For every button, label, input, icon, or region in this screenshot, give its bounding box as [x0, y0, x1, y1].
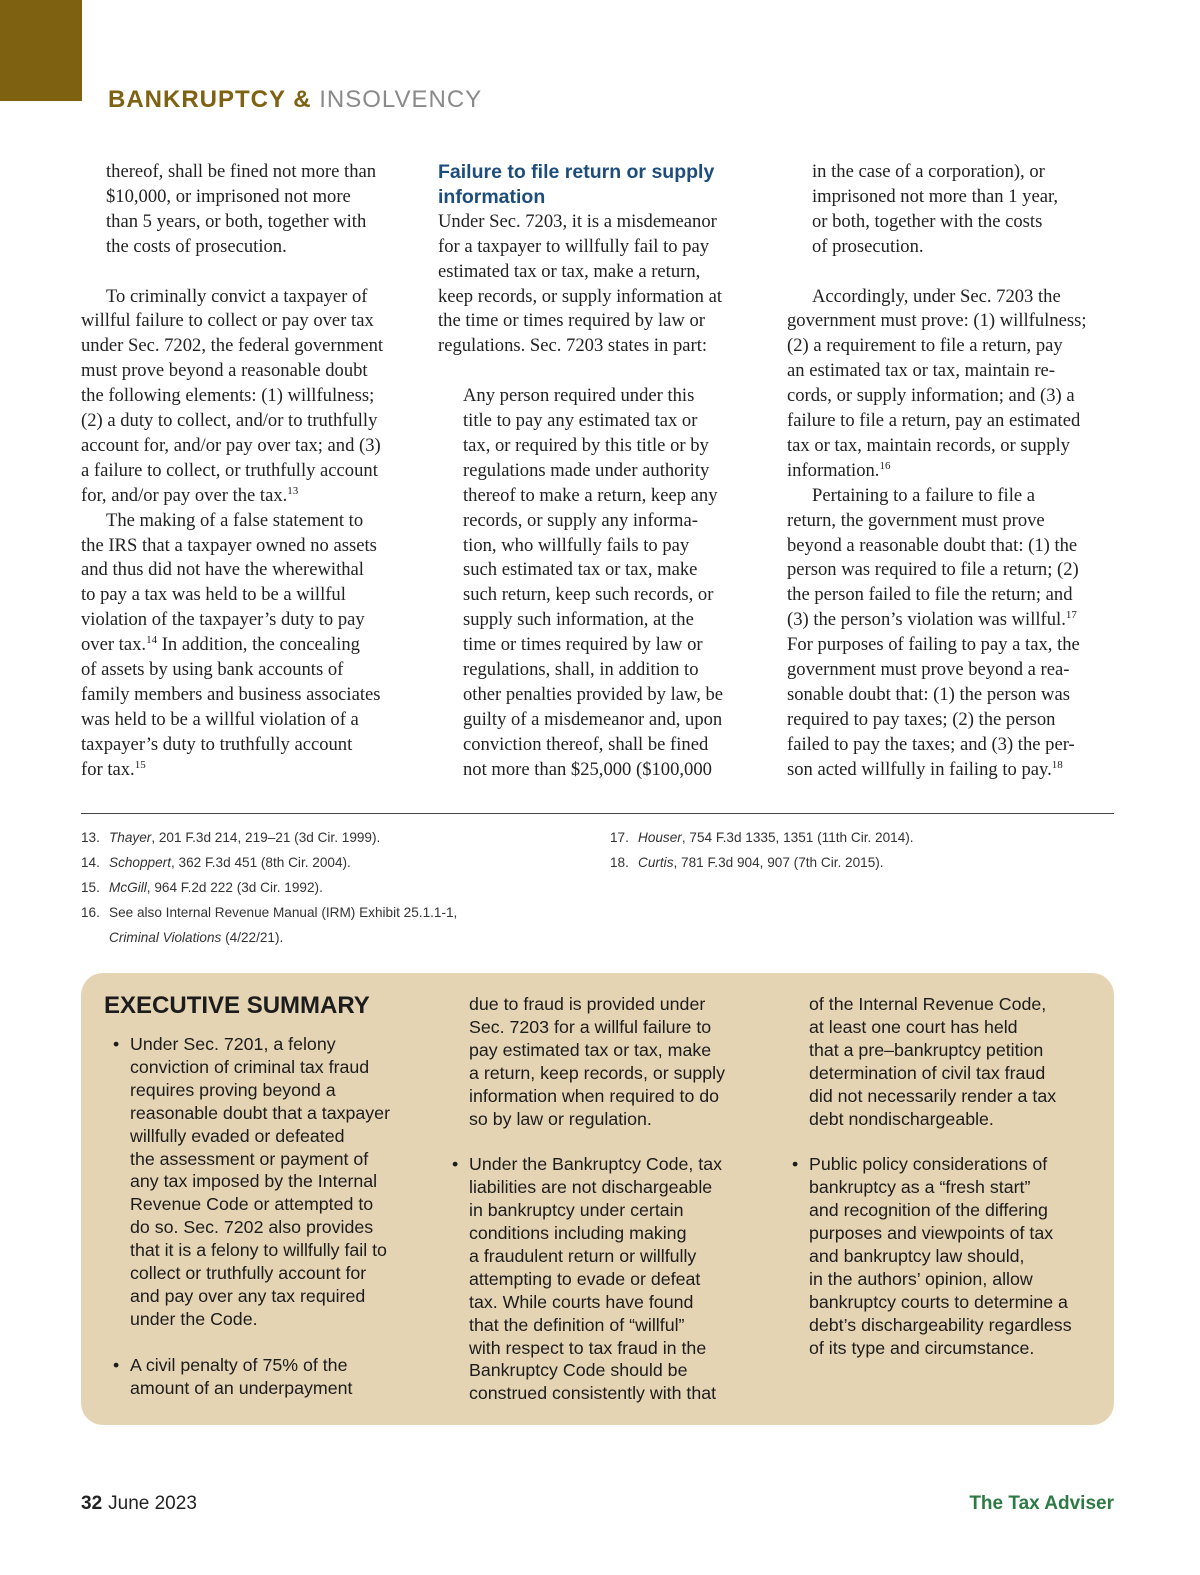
- subheading: [438, 160, 758, 210]
- citation: , 201 F.3d 214, 219–21 (3d Cir. 1999).: [151, 830, 381, 845]
- footnote-number: 15.: [81, 880, 100, 895]
- line: family members and business associates: [81, 684, 381, 706]
- line: and bankruptcy law should,: [809, 1245, 1025, 1266]
- line: under Sec. 7202, the federal government: [81, 335, 384, 357]
- line: must prove beyond a reasonable doubt: [81, 360, 368, 382]
- line: to pay a tax was held to be a willful: [81, 584, 346, 606]
- footnote-16: [81, 900, 521, 925]
- line: account for, and/or pay over tax; and (3): [81, 434, 381, 456]
- footnote-ref[interactable]: 14: [146, 634, 158, 647]
- footnote-number: 16.: [81, 905, 100, 920]
- line: of its type and circumstance.: [809, 1337, 1035, 1358]
- line: records, or supply any informa-: [463, 509, 698, 531]
- line: any tax imposed by the Internal: [130, 1171, 378, 1192]
- line: information.: [787, 459, 880, 481]
- line: debt’s dischargeability regardless: [809, 1314, 1072, 1335]
- line: amount of an underpayment: [130, 1377, 353, 1398]
- statute-quote-end: [81, 160, 411, 260]
- line: bankruptcy as a “fresh start”: [809, 1177, 1031, 1198]
- line: sonable doubt that: (1) the person was: [787, 684, 1070, 706]
- case-name: McGill: [109, 880, 147, 895]
- footnote-number: 14.: [81, 855, 100, 870]
- line: such estimated tax or tax, make: [463, 559, 698, 581]
- line: thereof to make a return, keep any: [463, 484, 718, 506]
- statute-quote-end: [787, 160, 1113, 260]
- line: that the definition of “willful”: [469, 1314, 685, 1335]
- line: for tax.: [81, 758, 135, 780]
- line: a failure to collect, or truthfully account: [81, 459, 378, 481]
- summary-bullet: [104, 1033, 424, 1331]
- line: at least one court has held: [809, 1016, 1018, 1037]
- footnote-17: [610, 825, 1050, 850]
- line: or both, together with the costs: [812, 210, 1043, 232]
- footnote-15: [81, 875, 521, 900]
- footnote-number: 13.: [81, 830, 100, 845]
- case-name: Thayer: [109, 830, 152, 845]
- line: reasonable doubt that a taxpayer: [130, 1102, 390, 1123]
- paragraph: [787, 484, 1113, 783]
- line: estimated tax or tax, make a return,: [438, 260, 701, 282]
- line: of the Internal Revenue Code,: [809, 994, 1047, 1014]
- line: beyond a reasonable doubt that: (1) the: [787, 534, 1078, 556]
- line: Under Sec. 7203, it is a misdemeanor: [438, 210, 717, 232]
- line: do so. Sec. 7202 also provides: [130, 1217, 374, 1238]
- line: keep records, or supply information at: [438, 285, 722, 307]
- subheading-line: Failure to file return or supply: [438, 161, 715, 183]
- line: title to pay any estimated tax or: [463, 410, 698, 432]
- article-column-1: [81, 160, 411, 783]
- line: for a taxpayer to willfully fail to pay: [438, 235, 710, 257]
- line: Under Sec. 7201, a felony: [130, 1034, 336, 1054]
- running-head: [108, 86, 482, 114]
- citation: , 964 F.2d 222 (3d Cir. 1992).: [146, 880, 323, 895]
- footnotes-right: [610, 825, 1050, 875]
- line: Under the Bankruptcy Code, tax: [469, 1154, 723, 1175]
- case-name: Houser: [638, 830, 682, 845]
- line: Revenue Code or attempted to: [130, 1194, 374, 1215]
- citation: (4/22/21).: [221, 930, 284, 945]
- line: in the authors’ opinion, allow: [809, 1268, 1033, 1289]
- line: required to pay taxes; (2) the person: [787, 708, 1056, 730]
- section-title-light: INSOLVENCY: [319, 86, 483, 113]
- line: imprisoned not more than 1 year,: [812, 185, 1059, 207]
- line: Bankruptcy Code should be: [469, 1360, 688, 1381]
- exec-summary-title: EXECUTIVE SUMMARY: [104, 992, 370, 1019]
- paragraph: [81, 285, 411, 509]
- line: so by law or regulation.: [469, 1108, 652, 1129]
- exec-column-1: [104, 991, 424, 1399]
- line: a return, keep records, or supply: [469, 1062, 725, 1083]
- line: the time or times required by law or: [438, 310, 705, 332]
- line: attempting to evade or defeat: [469, 1268, 701, 1289]
- executive-summary-box: [81, 973, 1114, 1425]
- line: not more than $25,000 ($100,000: [463, 758, 712, 780]
- line: for, and/or pay over the tax.: [81, 484, 288, 506]
- line: regulations, shall, in addition to: [463, 659, 699, 681]
- line: $10,000, or imprisoned not more: [106, 185, 351, 207]
- footnote-13: [81, 825, 521, 850]
- line: a fraudulent return or willfully: [469, 1245, 697, 1266]
- case-name: Curtis: [638, 855, 674, 870]
- line: the following elements: (1) willfulness;: [81, 385, 375, 407]
- line: collect or truthfully account for: [130, 1263, 367, 1284]
- footnote-14: [81, 850, 521, 875]
- line: son acted willfully in failing to pay.: [787, 758, 1052, 780]
- line: over tax.: [81, 634, 147, 656]
- line: did not necessarily render a tax: [809, 1085, 1057, 1106]
- line: For purposes of failing to pay a tax, the: [787, 634, 1080, 656]
- line: cords, or supply information; and (3) a: [787, 385, 1075, 407]
- line: an estimated tax or tax, maintain re-: [787, 360, 1055, 382]
- article-column-3: [787, 160, 1113, 783]
- line: was held to be a willful violation of a: [81, 708, 359, 730]
- paragraph: [81, 509, 411, 783]
- line: willfully evaded or defeated: [130, 1125, 345, 1146]
- line: tax. While courts have found: [469, 1291, 694, 1312]
- line: with respect to tax fraud in the: [469, 1337, 707, 1358]
- line: liabilities are not dischargeable: [469, 1177, 713, 1198]
- line: The making of a false statement to: [106, 509, 364, 531]
- line: regulations made under authority: [463, 459, 710, 481]
- line: other penalties provided by law, be: [463, 684, 724, 706]
- line: construed consistently with that: [469, 1383, 717, 1404]
- line: in the case of a corporation), or: [812, 161, 1045, 182]
- line: and pay over any tax required: [130, 1285, 366, 1306]
- line: supply such information, at the: [463, 609, 694, 631]
- footnote-ref[interactable]: 18: [1051, 758, 1063, 771]
- line: person was required to file a return; (2): [787, 559, 1079, 581]
- line: To criminally convict a taxpayer of: [106, 285, 368, 307]
- case-name: Schoppert: [109, 855, 171, 870]
- line: conditions including making: [469, 1223, 687, 1244]
- subheading-line: information: [438, 185, 546, 208]
- line: government must prove beyond a rea-: [787, 659, 1070, 681]
- line: return, the government must prove: [787, 509, 1045, 531]
- footnote-ref[interactable]: 16: [879, 459, 891, 472]
- issue-date: June 2023: [108, 1493, 197, 1514]
- line: Pertaining to a failure to file a: [812, 484, 1036, 506]
- line: that a pre–bankruptcy petition: [809, 1039, 1044, 1060]
- line: willful failure to collect or pay over tax: [81, 310, 374, 332]
- line: thereof, shall be fined not more than: [106, 161, 377, 182]
- exec-column-2: [443, 993, 743, 1405]
- line: bankruptcy courts to determine a: [809, 1291, 1068, 1312]
- citation: , 781 F.3d 904, 907 (7th Cir. 2015).: [673, 855, 884, 870]
- line: (2) a requirement to file a return, pay: [787, 335, 1063, 357]
- line: the costs of prosecution.: [106, 235, 287, 257]
- line: determination of civil tax fraud: [809, 1062, 1046, 1083]
- line: violation of the taxpayer’s duty to pay: [81, 609, 365, 631]
- section-title-bold: BANKRUPTCY &: [108, 86, 312, 113]
- line: (3) the person’s violation was willful.: [787, 609, 1066, 631]
- page-folio: [81, 1493, 197, 1515]
- line: A civil penalty of 75% of the: [130, 1354, 348, 1375]
- line: tion, who willfully fails to pay: [463, 534, 690, 556]
- corner-color-block: [0, 0, 82, 101]
- line: and thus did not have the wherewithal: [81, 559, 364, 581]
- line: tax, or required by this title or by: [463, 434, 709, 456]
- line: such return, keep such records, or: [463, 584, 714, 606]
- citation: , 362 F.3d 451 (8th Cir. 2004).: [170, 855, 351, 870]
- footnote-16-continued: [81, 925, 521, 950]
- line: conviction thereof, shall be fined: [463, 733, 709, 755]
- line: Sec. 7203 for a willful failure to: [469, 1016, 712, 1037]
- line: pay estimated tax or tax, make: [469, 1039, 712, 1060]
- footnotes-left: [81, 825, 521, 950]
- line: requires proving beyond a: [130, 1079, 336, 1100]
- line: Any person required under this: [463, 385, 695, 407]
- summary-bullet-continued: [783, 993, 1093, 1130]
- line: of assets by using bank accounts of: [81, 659, 344, 681]
- paragraph: [438, 210, 758, 359]
- line: and recognition of the differing: [809, 1200, 1048, 1221]
- line: of prosecution.: [812, 235, 924, 257]
- citation: See also Internal Revenue Manual (IRM) Exhibit 25.1.1-1,: [109, 905, 458, 920]
- line: regulations. Sec. 7203 states in part:: [438, 335, 708, 357]
- paragraph: [787, 285, 1113, 484]
- line: the IRS that a taxpayer owned no assets: [81, 534, 377, 556]
- article-column-2: [438, 160, 758, 783]
- publication-name: The Tax Adviser: [969, 1493, 1114, 1514]
- page-number: 32: [81, 1493, 103, 1514]
- line: In addition, the concealing: [157, 634, 360, 656]
- line: government must prove: (1) willfulness;: [787, 310, 1087, 332]
- line: failed to pay the taxes; and (3) the per-: [787, 733, 1075, 755]
- footnote-divider: [81, 813, 1114, 814]
- line: Accordingly, under Sec. 7203 the: [812, 285, 1061, 307]
- summary-bullet-continued: [443, 993, 743, 1130]
- line: debt nondischargeable.: [809, 1108, 994, 1129]
- line: guilty of a misdemeanor and, upon: [463, 708, 723, 730]
- line: conviction of criminal tax fraud: [130, 1056, 370, 1077]
- citation: , 754 F.3d 1335, 1351 (11th Cir. 2014).: [681, 830, 914, 845]
- line: under the Code.: [130, 1308, 258, 1329]
- line: tax or tax, maintain records, or supply: [787, 434, 1070, 456]
- line: information when required to do: [469, 1085, 720, 1106]
- line: the assessment or payment of: [130, 1148, 369, 1169]
- line: than 5 years, or both, together with: [106, 210, 367, 232]
- line: (2) a duty to collect, and/or to truthfully: [81, 410, 378, 432]
- exec-column-3: [783, 993, 1093, 1359]
- line: time or times required by law or: [463, 634, 703, 656]
- line: that it is a felony to willfully fail to: [130, 1240, 387, 1261]
- footnote-ref[interactable]: 17: [1065, 609, 1077, 622]
- line: due to fraud is provided under: [469, 994, 706, 1014]
- statute-quote: [438, 384, 758, 783]
- footnote-number: 18.: [610, 855, 629, 870]
- summary-bullet: [443, 1153, 743, 1405]
- summary-bullet: [783, 1153, 1093, 1359]
- line: in bankruptcy under certain: [469, 1200, 684, 1221]
- line: Public policy considerations of: [809, 1154, 1048, 1175]
- summary-bullet: [104, 1354, 424, 1400]
- footnote-ref[interactable]: 13: [287, 484, 299, 497]
- line: the person failed to file the return; and: [787, 584, 1073, 606]
- line: taxpayer’s duty to truthfully account: [81, 733, 353, 755]
- footnote-ref[interactable]: 15: [134, 758, 146, 771]
- document-title: Criminal Violations: [109, 930, 222, 945]
- line: purposes and viewpoints of tax: [809, 1223, 1054, 1244]
- footnote-18: [610, 850, 1050, 875]
- footnote-number: 17.: [610, 830, 629, 845]
- line: failure to file a return, pay an estimated: [787, 410, 1081, 432]
